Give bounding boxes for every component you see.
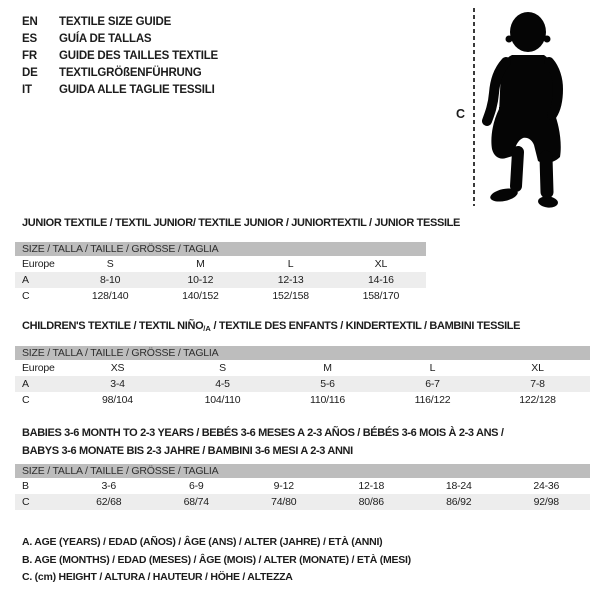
language-code: DE — [22, 66, 38, 79]
size-header-band: SIZE / TALLA / TAILLE / GRÖSSE / TAGLIA — [15, 346, 590, 360]
size-cell: 8-10 — [100, 274, 121, 286]
size-cell: 92/98 — [533, 496, 559, 508]
size-cell: 62/68 — [96, 496, 122, 508]
children-title-subscript: /A — [203, 324, 211, 333]
junior-size-table — [15, 242, 426, 304]
children-title-part2: / TEXTILE DES ENFANTS / KINDERTEXTIL / BAMBINI TESSILE — [210, 320, 521, 332]
size-cell: 152/158 — [272, 290, 309, 302]
size-cell: 122/128 — [519, 394, 556, 406]
language-code: ES — [22, 32, 37, 45]
table-row — [15, 288, 426, 304]
size-cell: XL — [531, 362, 544, 374]
language-row-fr — [22, 47, 218, 64]
language-header — [22, 13, 218, 98]
row-label: A — [22, 378, 29, 390]
size-cell: 158/170 — [362, 290, 400, 302]
size-cell: 6-9 — [188, 480, 204, 492]
size-cell: 12-18 — [358, 480, 385, 492]
legend-footnotes — [22, 536, 411, 589]
size-header-band: SIZE / TALLA / TAILLE / GRÖSSE / TAGLIA — [15, 242, 426, 256]
size-cell: L — [287, 258, 294, 270]
footnote-age-months: B. AGE (MONTHS) / EDAD (MESES) / ÂGE (MOIS) / ALTER (MONATE) / ETÀ (MESI) — [22, 553, 411, 566]
size-cell: 7-8 — [530, 378, 545, 390]
children-title-part1: CHILDREN'S TEXTILE / TEXTIL NIÑO — [22, 320, 204, 332]
row-label: C — [22, 290, 30, 302]
size-cell: L — [429, 362, 436, 374]
size-cell: M — [196, 258, 205, 270]
size-cell: 3-4 — [110, 378, 125, 390]
size-cell: 80/86 — [358, 496, 384, 508]
height-measure-dashed-line — [473, 8, 475, 206]
babies-table-title — [22, 425, 582, 460]
language-row-it — [22, 81, 218, 98]
children-table-title — [22, 320, 520, 333]
size-cell: 116/122 — [414, 394, 451, 406]
size-cell: 98/104 — [102, 394, 133, 406]
size-cell: 74/80 — [271, 496, 297, 508]
table-row — [15, 478, 590, 494]
size-cell: 18-24 — [445, 480, 472, 492]
size-cell: 68/74 — [183, 496, 209, 508]
size-cell: 10-12 — [187, 274, 214, 286]
language-code: FR — [22, 49, 37, 62]
table-row — [15, 494, 590, 510]
size-cell: 140/152 — [182, 290, 219, 302]
size-cell: 3-6 — [101, 480, 117, 492]
junior-table-title: JUNIOR TEXTILE / TEXTIL JUNIOR/ TEXTILE JUNIOR / JUNIORTEXTIL / JUNIOR TESSILE — [22, 217, 461, 229]
row-label: A — [22, 274, 29, 286]
language-title: GUIDE DES TAILLES TEXTILE — [59, 49, 218, 62]
language-title: TEXTILGRÖßENFÜHRUNG — [59, 66, 202, 79]
toddler-silhouette — [482, 9, 568, 211]
size-cell: 128/140 — [91, 290, 129, 302]
size-cell: 110/116 — [310, 394, 345, 406]
table-row — [15, 256, 426, 272]
size-cell: 12-13 — [277, 274, 304, 286]
size-cell: 24-36 — [533, 480, 560, 492]
size-header-band: SIZE / TALLA / TAILLE / GRÖSSE / TAGLIA — [15, 464, 590, 478]
language-row-de — [22, 64, 218, 81]
row-label: Europe — [22, 258, 55, 270]
babies-size-table — [15, 464, 590, 510]
footnote-age-years: A. AGE (YEARS) / EDAD (AÑOS) / ÂGE (ANS) / ALTER (JAHRE) / ETÀ (ANNI) — [22, 536, 383, 548]
size-cell: S — [219, 362, 226, 374]
row-label: Europe — [22, 362, 55, 374]
language-row-en — [22, 13, 218, 30]
language-title: GUÍA DE TALLAS — [59, 32, 152, 45]
size-cell: 9-12 — [273, 480, 294, 492]
language-code: EN — [22, 15, 38, 28]
footnote-height-cm: C. (cm) HEIGHT / ALTURA / HAUTEUR / HÖHE / ALTEZZA — [22, 571, 293, 583]
size-cell: M — [323, 362, 332, 374]
language-title: TEXTILE SIZE GUIDE — [59, 15, 172, 28]
row-label: C — [22, 496, 30, 508]
row-label: C — [22, 394, 30, 406]
language-row-es — [22, 30, 218, 47]
size-cell: S — [106, 258, 114, 270]
size-cell: 6-7 — [425, 378, 440, 390]
size-cell: 104/110 — [204, 394, 241, 406]
table-row — [15, 360, 590, 376]
language-title: GUIDA ALLE TAGLIE TESSILI — [59, 83, 215, 96]
table-row — [15, 376, 590, 392]
babies-title-line2: BABYS 3-6 MONATE BIS 2-3 JAHRE / BAMBINI 3-6 MESI A 2-3 ANNI — [22, 444, 353, 457]
size-cell: XL — [374, 258, 388, 270]
row-label: B — [22, 480, 29, 492]
size-cell: 5-6 — [320, 378, 335, 390]
size-cell: 86/92 — [446, 496, 472, 508]
table-row — [15, 272, 426, 288]
babies-title-line1: BABIES 3-6 MONTH TO 2-3 YEARS / BEBÉS 3-6 MESES A 2-3 AÑOS / BÉBÉS 3-6 MOIS À 2-3 ANS / — [22, 427, 504, 439]
size-cell: 4-5 — [215, 378, 230, 390]
size-cell: 14-16 — [367, 274, 394, 286]
size-cell: XS — [110, 362, 125, 374]
language-code: IT — [22, 83, 32, 96]
children-size-table — [15, 346, 590, 408]
height-marker-label: C — [456, 107, 466, 121]
table-row — [15, 392, 590, 408]
